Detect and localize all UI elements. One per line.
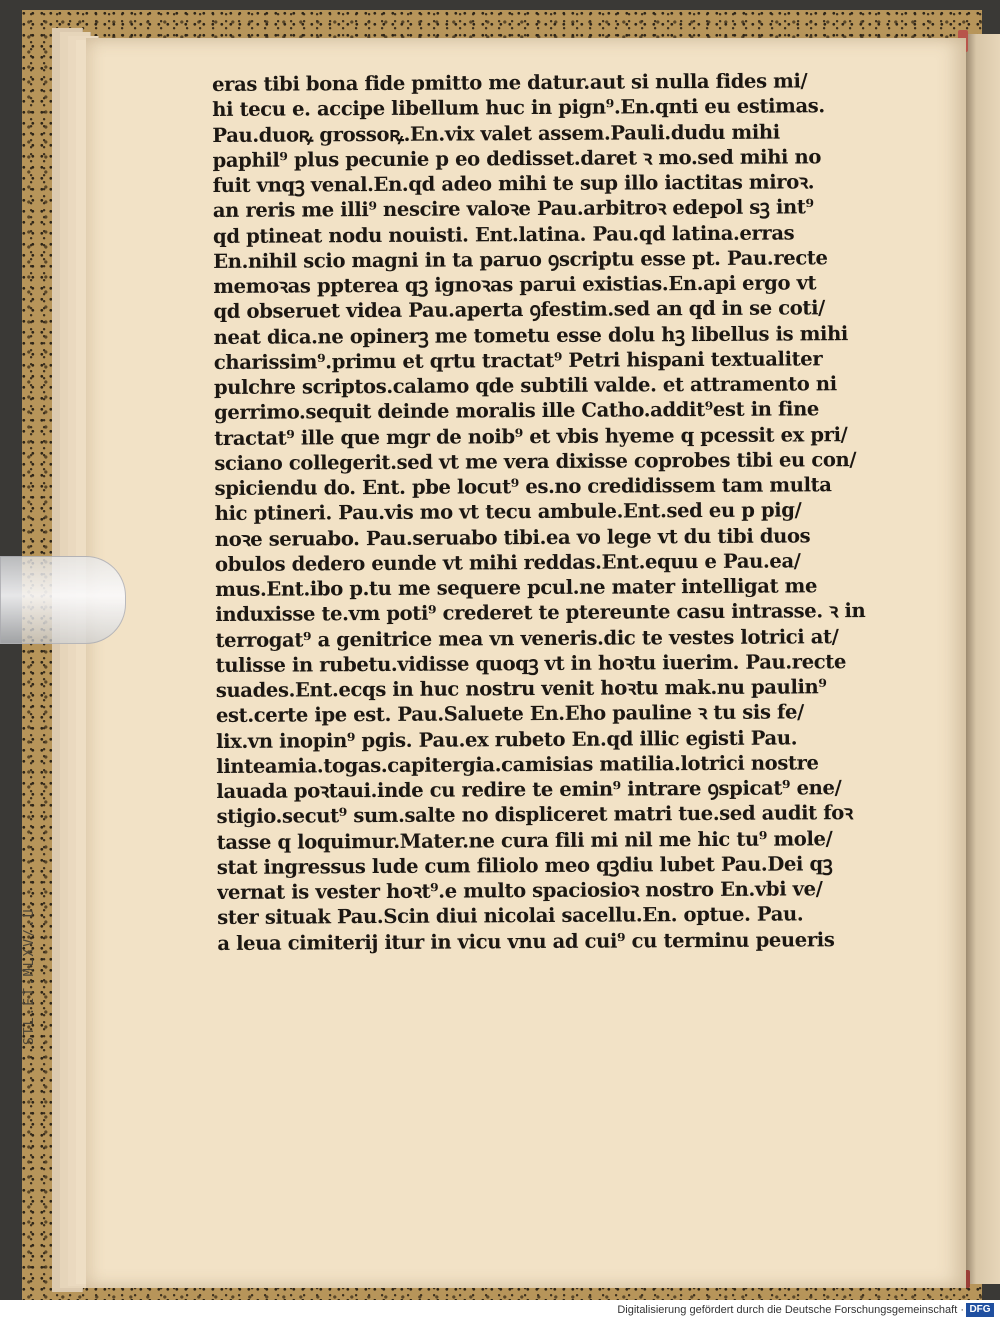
text-line: En.nihil scio magni in ta paruo ꝯscriptu esse pt. Pau.recte	[213, 245, 828, 273]
text-line: stigio.secut⁹ sum.salte no displiceret matri tue.sed audit foꝛ	[216, 801, 853, 829]
text-line: sciano collegerit.sed vt me vera dixisse coprobes tibi eu con/	[214, 447, 857, 475]
text-line: lauada poꝛtaui.inde cu redire te emin⁹ intrare ꝯspicat⁹ ene/	[216, 776, 842, 803]
text-line: qd obseruet videa Pau.aperta ꝯfestim.sed an qd in se coti/	[213, 296, 825, 324]
text-line: hic ptineri. Pau.vis mo vt tecu ambule.Ent.sed eu p pig/	[214, 498, 802, 526]
text-line: obulos dedero eunde vt mihi reddas.Ent.equu e Pau.ea/	[214, 549, 801, 576]
text-line: gerrimo.sequit deinde moralis ille Catho.addit⁹est in fine	[214, 397, 820, 425]
text-line: induxisse te.vm poti⁹ crederet te ptereunte casu intrasse. ꝛ in	[215, 599, 866, 627]
text-line: a leua cimiterij itur in vicu vnu ad cui⁹ cu terminu peueris	[217, 927, 835, 955]
text-line: lix.vn inopin⁹ pgis. Pau.ex rubeto En.qd illic egisti Pau.	[216, 725, 798, 753]
text-line: paphil⁹ plus pecunie p eo dedisset.daret ꝛ mo.sed mihi no	[212, 145, 822, 172]
text-line: spiciendu do. Ent. pbe locut⁹ es.no credidissem tam multa	[214, 473, 832, 500]
text-line: vernat is vester hoꝛt⁹.e multo spaciosioꝛ nostro En.vbi ve/	[216, 877, 823, 904]
text-line: tasse q loquimur.Mater.ne cura fili mi nil me hic tu⁹ mole/	[216, 826, 833, 854]
margin-annotation: STL.ET.MLXV/.U	[22, 907, 37, 1045]
text-line: eras tibi bona fide pmitto me datur.aut si nulla fides mi/	[212, 69, 808, 96]
glass-page-weight	[0, 556, 126, 644]
facing-page-edge	[966, 34, 1000, 1284]
text-line: tractat⁹ ille que mgr de noib⁹ et vbis hyeme q pcessit ex pri/	[214, 422, 848, 450]
dfg-logo: DFG	[966, 1303, 994, 1317]
text-line: tulisse in rubetu.vidisse quoqꝫ vt in hoꝛtu iuerim. Pau.recte	[215, 649, 847, 677]
text-line: Pau.duoꝶ grossoꝶ.En.vix valet assem.Pauli.dudu mihi	[212, 120, 780, 147]
text-line: stat ingressus lude cum filiolo meo qꝫdiu lubet Pau.Dei qꝫ	[216, 851, 833, 879]
text-line: ster situak Pau.Scin diui nicolai sacellu.En. optue. Pau.	[217, 902, 804, 930]
text-line: noꝛe seruabo. Pau.seruabo tibi.ea vo lege vt du tibi duos	[214, 523, 811, 551]
text-line: fuit vnqꝫ venal.En.qd adeo mihi te sup illo iactitas miroꝛ.	[212, 170, 815, 197]
text-line: suades.Ent.ecqs in huc nostru venit hoꝛtu mak.nu paulin⁹	[215, 675, 827, 702]
text-line: pulchre scriptos.calamo qde subtili valde. et attramento ni	[213, 372, 837, 399]
text-line: neat dica.ne opinerꝫ me tometu esse dolu hꝫ libellus is mihi	[213, 321, 849, 349]
text-line: an reris me illi⁹ nescire valoꝛe Pau.arbitroꝛ edepol sꝫ int⁹	[212, 195, 814, 223]
text-line: memoꝛas ppterea qꝫ ignoꝛas parui existias.En.api ergo vt	[213, 271, 817, 298]
text-line: linteamia.togas.capitergia.camisias matilia.lotrici nostre	[216, 751, 819, 778]
text-line: mus.Ent.ibo p.tu me sequere pcul.ne mater intelligat me	[215, 574, 818, 601]
text-block	[212, 68, 913, 956]
text-line: est.certe ipe est. Pau.Saluete En.Eho pauline ꝛ tu sis fe/	[215, 700, 804, 728]
text-line: charissim⁹.primu et qrtu tractat⁹ Petri hispani textualiter	[213, 347, 823, 374]
footer-credit: Digitalisierung gefördert durch die Deutsche Forschungsgemeinschaft ·	[617, 1304, 964, 1316]
footer-bar	[0, 1300, 1000, 1321]
text-line: terrogat⁹ a genitrice mea vn veneris.dic te vestes lotrici at/	[215, 624, 839, 652]
text-line: qd ptineat nodu nouisti. Ent.latina. Pau.qd latina.erras	[212, 220, 795, 248]
text-line: hi tecu e. accipe libellum huc in pign⁹.En.qnti eu estimas.	[212, 94, 825, 122]
